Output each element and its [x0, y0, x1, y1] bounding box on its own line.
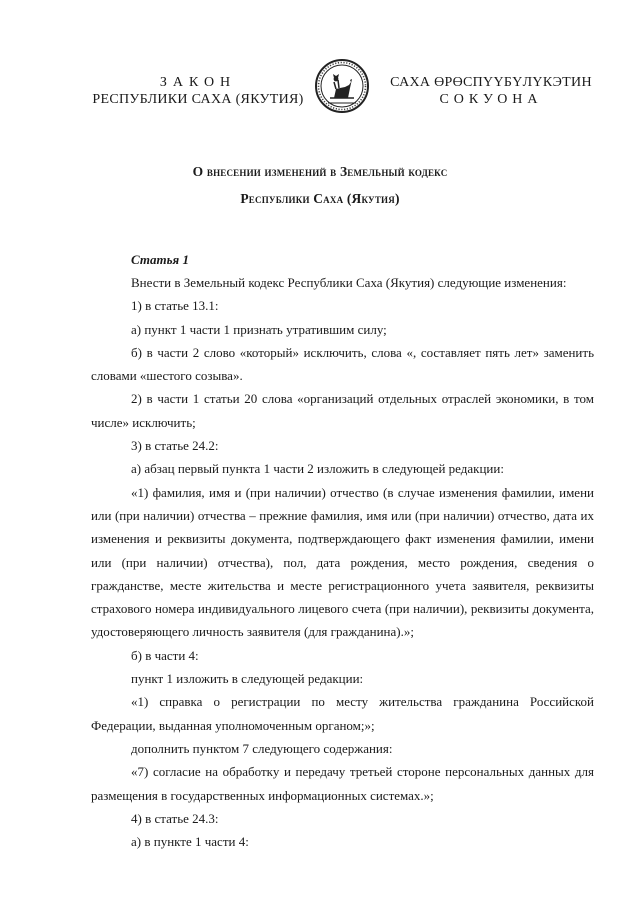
paragraph: а) абзац первый пункта 1 части 2 изложить в следующей редакции:	[131, 461, 504, 477]
paragraph: б) в части 4:	[131, 647, 199, 663]
coat-of-arms-emblem-icon	[314, 58, 370, 114]
header-left-block	[88, 74, 308, 108]
article-heading: Статья 1	[131, 252, 189, 267]
paragraph: «1) фамилия, имя и (при наличии) отчество (в случае изменения фамилии, имени или (при наличии) отчества – прежние фамилия, имя или (при наличии) отчество, дата их изменения и реквизиты документа, подтверждающего факт изменения фамилии, имени или (при наличии) отчества), пол, дата рождения, место рождения, сведения о гражданстве, месте жительства и месте регистрационного учета заявителя, реквизиты страхового номера индивидуального лицевого счета (при наличии), реквизиты документа, удостоверяющего личность заявителя (для гражданина).»;	[91, 484, 594, 640]
paragraph: Внести в Земельный кодекс Республики Саха (Якутия) следующие изменения:	[131, 275, 567, 290]
header-law-word: ЗАКОН	[159, 75, 237, 90]
paragraph: а) пункт 1 части 1 признать утратившим силу;	[131, 321, 387, 337]
paragraph: а) в пункте 1 части 4:	[131, 834, 249, 850]
header-republic-name: РЕСПУБЛИКИ САХА (ЯКУТИЯ)	[92, 92, 304, 107]
paragraph: «1) справка о регистрации по месту жительства гражданина Российской Федерации, выданная уполномоченным органом;»;	[91, 694, 594, 733]
paragraph: 3) в статье 24.2:	[131, 438, 219, 454]
document-title-line-1: О внесении изменений в Земельный кодекс	[192, 164, 448, 179]
header-right-block	[376, 74, 606, 108]
paragraph: пункт 1 изложить в следующей редакции:	[131, 671, 364, 687]
article-body	[91, 271, 594, 853]
paragraph: б) в части 2 слово «который» исключить, слова «, составляет пять лет» заменить словами «шестого созыва».	[91, 344, 594, 384]
header-sakha-republic-name: САХА ӨРӨСПҮҮБҮЛҮКЭТИН	[390, 75, 592, 90]
paragraph: 1) в статье 13.1:	[131, 298, 219, 314]
paragraph: 2) в части 1 статьи 20 слова «организаций отдельных отраслей экономики, в том числе» исключить;	[91, 391, 594, 430]
paragraph: 4) в статье 24.3:	[131, 810, 219, 826]
header-sakha-law-word: СОКУОНА	[439, 92, 543, 107]
document-title-line-2: Республики Саха (Якутия)	[240, 191, 400, 206]
paragraph: «7) согласие на обработку и передачу третьей стороне персональных данных для размещения в государственных информационных системах.»;	[91, 764, 594, 803]
paragraph: дополнить пунктом 7 следующего содержания:	[131, 740, 393, 756]
